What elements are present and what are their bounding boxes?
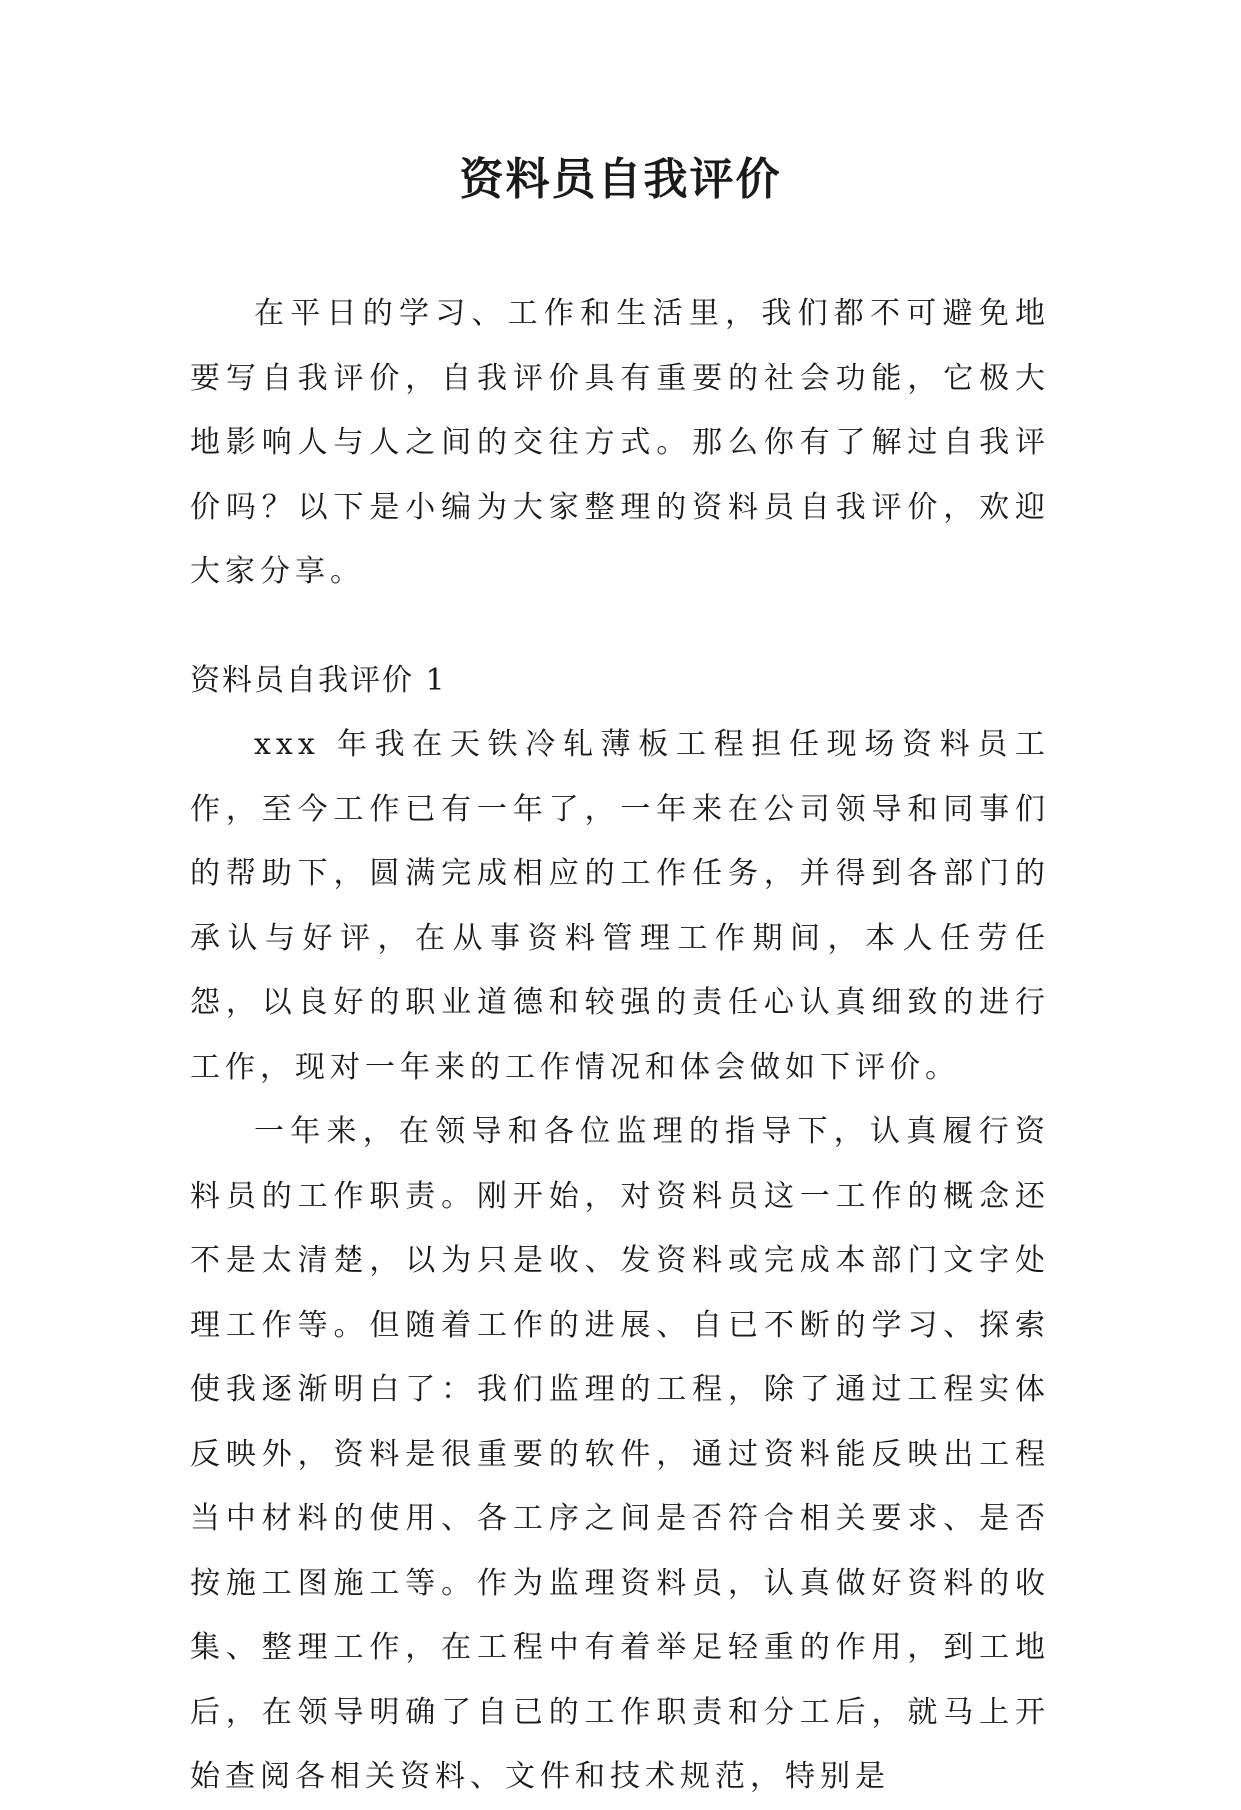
document-body	[190, 282, 1050, 1810]
body-paragraph-2: 一年来，在领导和各位监理的指导下，认真履行资料员的工作职责。刚开始，对资料员这一工作的概念还不是太清楚，以为只是收、发资料或完成本部门文字处理工作等。但随着工作的进展、自已不断的学习、探索使我逐渐明白了：我们监理的工程，除了通过工程实体反映外，资料是很重要的软件，通过资料能反映出工程当中材料的使用、各工序之间是否符合相关要求、是否按施工图施工等。作为监理资料员，认真做好资料的收集、整理工作，在工程中有着举足轻重的作用，到工地后，在领导明确了自已的工作职责和分工后，就马上开始查阅各相关资料、文件和技术规范，特别是	[190, 1114, 1050, 1794]
body-paragraph-1: xxx 年我在天铁冷轧薄板工程担任现场资料员工作，至今工作已有一年了，一年来在公司领导和同事们的帮助下，圆满完成相应的工作任务，并得到各部门的承认与好评，在从事资料管理工作期间，本人任劳任怨，以良好的职业道德和较强的责任心认真细致的进行工作，现对一年来的工作情况和体会做如下评价。	[190, 727, 1050, 1085]
intro-paragraph: 在平日的学习、工作和生活里，我们都不可避免地要写自我评价，自我评价具有重要的社会功能，它极大地影响人与人之间的交往方式。那么你有了解过自我评价吗？以下是小编为大家整理的资料员自我评价，欢迎大家分享。	[190, 296, 1050, 589]
section-heading: 资料员自我评价 1	[190, 662, 447, 698]
document-title: 资料员自我评价	[459, 154, 782, 205]
